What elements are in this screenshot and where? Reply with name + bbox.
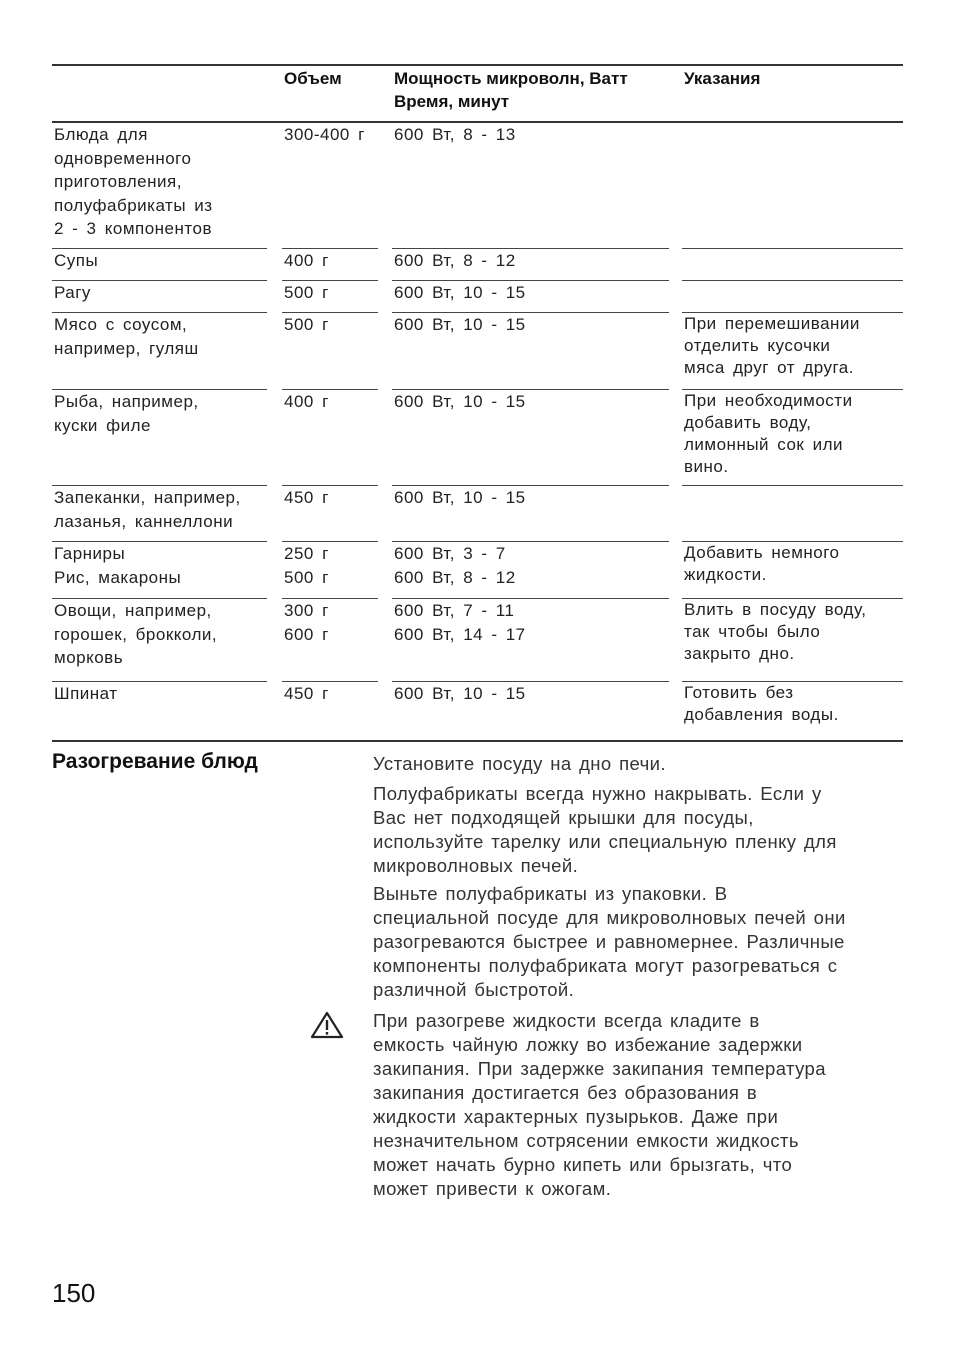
cell-dish: полуфабрикаты из <box>54 195 213 215</box>
cell-volume: 400 г <box>284 251 329 270</box>
paragraph-line: различной быстротой. <box>373 979 575 1000</box>
cell-notes: Влить в посуду воду, <box>684 600 867 619</box>
cell-notes: закрыто дно. <box>684 644 795 663</box>
table-bottom-rule <box>52 740 903 742</box>
cell-notes: Готовить без <box>684 683 794 702</box>
cell-power: 600 Вт, 10 - 15 <box>394 684 526 703</box>
cell-volume: 450 г <box>284 488 329 507</box>
warning-text <box>373 1009 903 1201</box>
header-power-line1: Мощность микроволн, Ватт <box>394 69 628 88</box>
section-title: Разогревание блюд <box>52 750 258 773</box>
cell-power: 600 Вт, 14 - 17 <box>394 624 526 644</box>
cell-dish: Супы <box>54 251 99 270</box>
cell-power: 600 Вт, 8 - 13 <box>394 125 516 144</box>
paragraph-line: микроволновых печей. <box>373 855 579 876</box>
cell-volume: 600 г <box>284 624 329 644</box>
paragraph <box>373 782 903 878</box>
header-notes: Указания <box>684 69 761 88</box>
cell-power: 600 Вт, 7 - 11 <box>394 601 515 620</box>
paragraph-line: разогреваются быстрее и равномернее. Различные <box>373 931 845 952</box>
warning-line: При разогреве жидкости всегда кладите в <box>373 1010 760 1031</box>
cell-power: 600 Вт, 8 - 12 <box>394 567 516 587</box>
cell-volume: 300 г <box>284 601 329 620</box>
cell-notes: мяса друг от друга. <box>684 358 854 377</box>
cell-notes: При необходимости <box>684 391 853 410</box>
paragraph-line: используйте тарелку или специальную пленку для <box>373 831 837 852</box>
cell-dish: Овощи, например, <box>54 601 212 620</box>
warning-line: жидкости характерных пузырьков. Даже при <box>373 1106 779 1127</box>
cell-dish: куски филе <box>54 415 151 435</box>
cell-notes: При перемешивании <box>684 314 860 333</box>
cell-dish: Блюда для <box>54 125 148 144</box>
cell-volume: 300-400 г <box>284 125 365 144</box>
cell-dish: одновременного <box>54 148 192 168</box>
cell-notes: добавления воды. <box>684 705 839 724</box>
cell-notes: отделить кусочки <box>684 336 831 355</box>
paragraph-line: специальной посуде для микроволновых печей они <box>373 907 846 928</box>
warning-line: незначительном сотрясении емкости жидкость <box>373 1130 799 1151</box>
cell-power: 600 Вт, 10 - 15 <box>394 488 526 507</box>
header-power-line2: Время, минут <box>394 92 510 111</box>
row-separator <box>682 280 903 281</box>
page-number: 150 <box>52 1278 96 1308</box>
cell-volume: 500 г <box>284 315 329 334</box>
warning-line: закипания. При задержке закипания температура <box>373 1058 826 1079</box>
cell-dish: Рис, макароны <box>54 567 182 587</box>
paragraph-line: Вас нет подходящей крышки для посуды, <box>373 807 754 828</box>
cell-dish: морковь <box>54 648 124 667</box>
paragraph-line: Выньте полуфабрикаты из упаковки. В <box>373 883 728 904</box>
warning-line: может начать бурно кипеть или брызгать, что <box>373 1154 793 1175</box>
cell-notes: лимонный сок или <box>684 435 843 454</box>
cell-notes: жидкости. <box>684 565 767 584</box>
paragraph <box>373 882 903 1002</box>
cell-volume: 400 г <box>284 392 329 411</box>
cell-power: 600 Вт, 8 - 12 <box>394 251 516 270</box>
cell-power: 600 Вт, 3 - 7 <box>394 544 506 563</box>
paragraph-line: компоненты полуфабриката могут разогреваться с <box>373 955 838 976</box>
cell-dish: Рыба, например, <box>54 392 199 411</box>
row-separator <box>682 248 903 249</box>
cell-notes: Добавить немного <box>684 543 840 562</box>
cell-dish: Мясо с соусом, <box>54 315 188 334</box>
cell-dish: горошек, брокколи, <box>54 624 218 644</box>
cell-dish: лазанья, каннеллони <box>54 511 234 531</box>
header-volume: Объем <box>284 69 342 88</box>
cell-power: 600 Вт, 10 - 15 <box>394 283 526 302</box>
cell-dish: Шпинат <box>54 684 118 703</box>
cell-volume: 500 г <box>284 567 329 587</box>
cell-dish: например, гуляш <box>54 338 199 358</box>
warning-line: может привести к ожогам. <box>373 1178 612 1199</box>
cell-notes: вино. <box>684 457 729 476</box>
warning-line: закипания достигается без образования в <box>373 1082 758 1103</box>
cell-dish: Рагу <box>54 283 91 302</box>
cell-dish: приготовления, <box>54 172 182 191</box>
cell-volume: 250 г <box>284 544 329 563</box>
cell-dish: 2 - 3 компонентов <box>54 219 212 238</box>
cell-power: 600 Вт, 10 - 15 <box>394 392 526 411</box>
paragraph-line: Установите посуду на дно печи. <box>373 753 666 774</box>
cell-volume: 500 г <box>284 283 329 302</box>
cell-notes: добавить воду, <box>684 413 812 432</box>
paragraph <box>373 752 903 776</box>
cell-volume: 450 г <box>284 684 329 703</box>
table-top-rule <box>52 64 903 66</box>
paragraph-line: Полуфабрикаты всегда нужно накрывать. Если у <box>373 783 822 804</box>
warning-triangle-icon <box>310 1010 344 1040</box>
cell-dish: Гарниры <box>54 544 126 563</box>
row-separator <box>682 485 903 486</box>
cell-power: 600 Вт, 10 - 15 <box>394 315 526 334</box>
cell-dish: Запеканки, например, <box>54 488 241 507</box>
warning-line: емкость чайную ложку во избежание задержки <box>373 1034 803 1055</box>
cell-notes: так чтобы было <box>684 622 821 641</box>
